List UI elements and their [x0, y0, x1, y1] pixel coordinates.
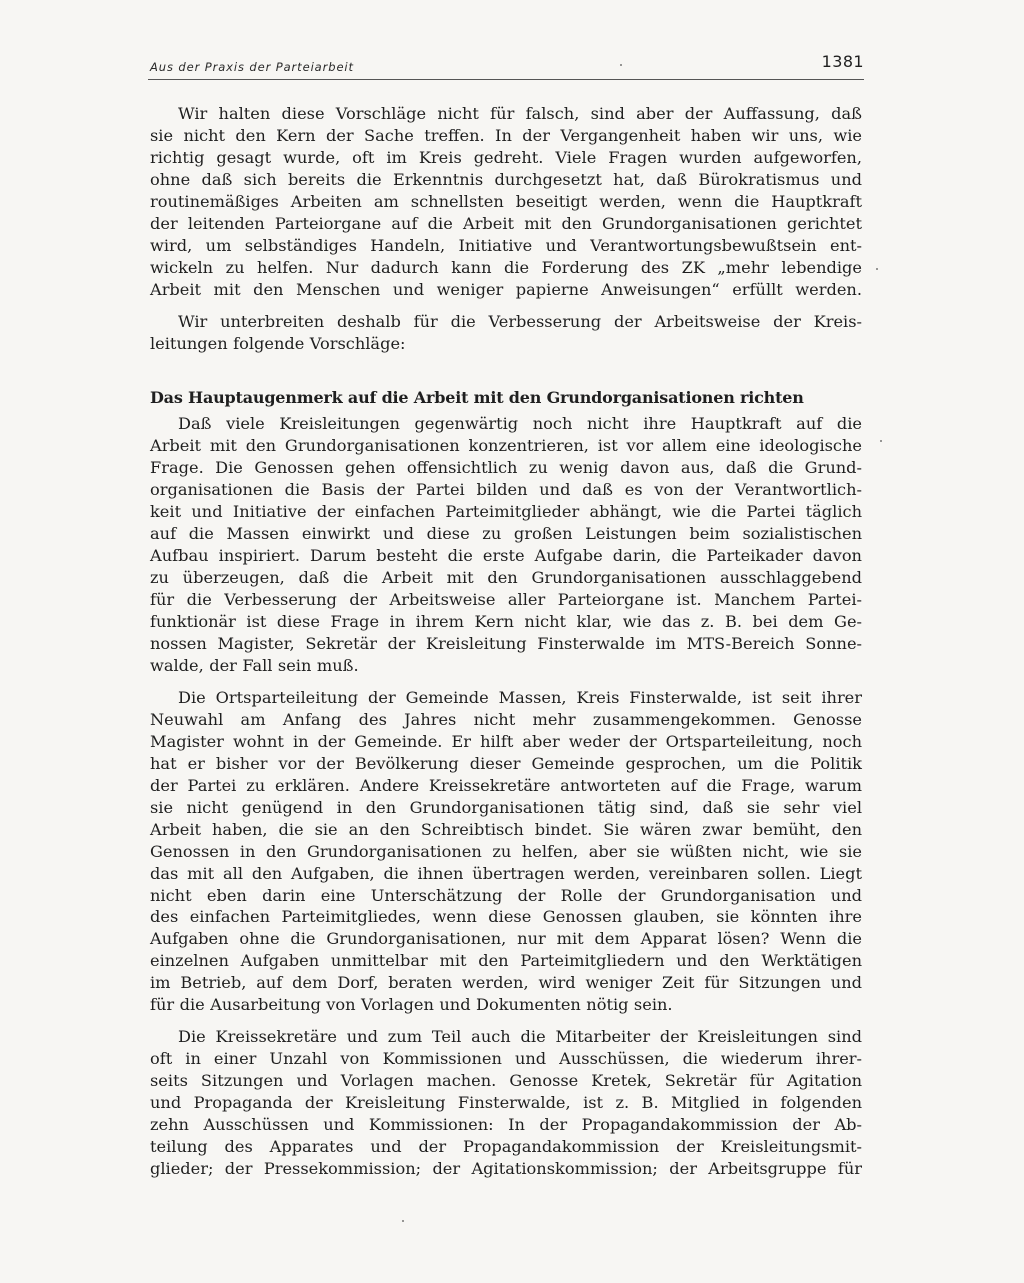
text-line: Arbeit mit den Menschen und weniger papierne Anweisungen“ erfüllt werden. [150, 279, 862, 299]
running-header [148, 52, 864, 80]
body-text [150, 103, 862, 1180]
spacer [150, 1016, 862, 1026]
paragraph-1 [150, 103, 862, 301]
text-line: nossen Magister, Sekretär der Kreisleitung Finsterwalde im MTS-Bereich Sonne- [150, 634, 862, 654]
text-line: hat er bisher vor der Bevölkerung dieser Gemeinde gesprochen, um die Politik [150, 753, 862, 773]
text-line: richtig gesagt wurde, oft im Kreis gedreht. Viele Fragen wurden aufgeworfen, [150, 147, 862, 167]
text-line: für die Ausarbeitung von Vorlagen und Dokumenten nötig sein. [150, 995, 673, 1015]
text-line: zehn Ausschüssen und Kommissionen: In der Propagandakommission der Ab- [150, 1115, 862, 1135]
text-line: ohne daß sich bereits die Erkenntnis durchgesetzt hat, daß Bürokratismus und [150, 169, 862, 189]
scan-speck [876, 268, 878, 270]
text-line: Genossen in den Grundorganisationen zu helfen, aber sie wüßten nicht, wie sie [150, 841, 862, 861]
spacer [150, 301, 862, 311]
text-line: seits Sitzungen und Vorlagen machen. Genosse Kretek, Sekretär für Agitation [150, 1071, 862, 1091]
text-line: wird, um selbständiges Handeln, Initiative und Verantwortungsbewußtsein ent- [150, 235, 862, 255]
text-line: keit und Initiative der einfachen Parteimitglieder abhängt, wie die Partei täglich [150, 502, 862, 522]
paragraph-3 [150, 413, 862, 676]
spacer [150, 677, 862, 687]
text-line: walde, der Fall sein muß. [150, 655, 359, 675]
text-line: funktionär ist diese Frage in ihrem Kern nicht klar, wie das z. B. bei dem Ge- [150, 612, 862, 632]
text-line: Arbeit haben, die sie an den Schreibtisch bindet. Sie wären zwar bemüht, den [150, 819, 862, 839]
text-line: der leitenden Parteiorgane auf die Arbeit mit den Grundorganisationen gerichtet [150, 213, 862, 233]
text-line: der Partei zu erklären. Andere Kreissekretäre antworteten auf die Frage, warum [150, 775, 862, 795]
text-line: Frage. Die Genossen gehen offensichtlich zu wenig davon aus, daß die Grund- [150, 458, 862, 478]
section-heading: Das Hauptaugenmerk auf die Arbeit mit den Grundorganisationen richten [150, 388, 804, 408]
text-line: für die Verbesserung der Arbeitsweise aller Parteiorgane ist. Manchem Partei- [150, 590, 862, 610]
text-line: zu überzeugen, daß die Arbeit mit den Grundorganisationen ausschlaggebend [150, 568, 862, 588]
text-line: des einfachen Parteimitgliedes, wenn diese Genossen glauben, sie könnten ihre [150, 907, 862, 927]
text-line: sie nicht genügend in den Grundorganisationen tätig sind, daß sie sehr viel [150, 797, 862, 817]
text-line: wickeln zu helfen. Nur dadurch kann die Forderung des ZK „mehr lebendige [150, 257, 862, 277]
text-line: einzelnen Aufgaben unmittelbar mit den Parteimitgliedern und den Werktätigen [150, 951, 862, 971]
text-line: Arbeit mit den Grundorganisationen konzentrieren, ist vor allem eine ideologische [150, 436, 862, 456]
text-line: Daß viele Kreisleitungen gegenwärtig noch nicht ihre Hauptkraft auf die [178, 414, 862, 434]
text-line: das mit all den Aufgaben, die ihnen übertragen werden, vereinbaren sollen. Liegt [150, 863, 862, 883]
paragraph-5 [150, 1026, 862, 1180]
text-line: Aufbau inspiriert. Darum besteht die erste Aufgabe darin, die Parteikader davon [150, 546, 862, 566]
text-line: auf die Massen einwirkt und diese zu großen Leistungen beim sozialistischen [150, 524, 862, 544]
text-line: glieder; der Pressekommission; der Agitationskommission; der Arbeitsgruppe für [150, 1158, 862, 1178]
text-line: Magister wohnt in der Gemeinde. Er hilft aber weder der Ortsparteileitung, noch [150, 731, 862, 751]
header-rule [148, 79, 864, 80]
spacer [150, 354, 862, 387]
text-line: organisationen die Basis der Partei bilden und daß es von der Verantwortlich- [150, 480, 862, 500]
paragraph-2 [150, 311, 862, 355]
text-line: und Propaganda der Kreisleitung Finsterwalde, ist z. B. Mitglied in folgenden [150, 1093, 862, 1113]
text-line: sie nicht den Kern der Sache treffen. In der Vergangenheit haben wir uns, wie [150, 125, 862, 145]
text-line: nicht eben darin eine Unterschätzung der Rolle der Grundorganisation und [150, 885, 862, 905]
paragraph-4 [150, 687, 862, 1016]
text-line: Die Kreissekretäre und zum Teil auch die Mitarbeiter der Kreisleitungen sind [178, 1027, 862, 1047]
text-line: im Betrieb, auf dem Dorf, beraten werden, wird weniger Zeit für Sitzungen und [150, 973, 862, 993]
scan-speck [880, 440, 882, 442]
text-line: routinemäßiges Arbeiten am schnellsten beseitigt werden, wenn die Hauptkraft [150, 191, 862, 211]
text-line: teilung des Apparates und der Propagandakommission der Kreisleitungsmit- [150, 1136, 862, 1156]
text-line: Aufgaben ohne die Grundorganisationen, nur mit dem Apparat lösen? Wenn die [150, 929, 862, 949]
text-line: Die Ortsparteileitung der Gemeinde Massen, Kreis Finsterwalde, ist seit ihrer [178, 687, 862, 707]
text-line: Wir halten diese Vorschläge nicht für falsch, sind aber der Auffassung, daß [178, 104, 862, 123]
text-line: oft in einer Unzahl von Kommissionen und Ausschüssen, die wiederum ihrer- [150, 1049, 862, 1069]
running-title: Aus der Praxis der Parteiarbeit [150, 60, 354, 74]
text-line: Wir unterbreiten deshalb für die Verbesserung der Arbeitsweise der Kreis- [178, 311, 862, 331]
page-number: 1381 [821, 52, 864, 71]
text-line: Neuwahl am Anfang des Jahres nicht mehr zusammengekommen. Genosse [150, 709, 862, 729]
text-line: leitungen folgende Vorschläge: [150, 333, 406, 353]
scan-speck [620, 64, 622, 66]
scan-speck [402, 1220, 404, 1222]
